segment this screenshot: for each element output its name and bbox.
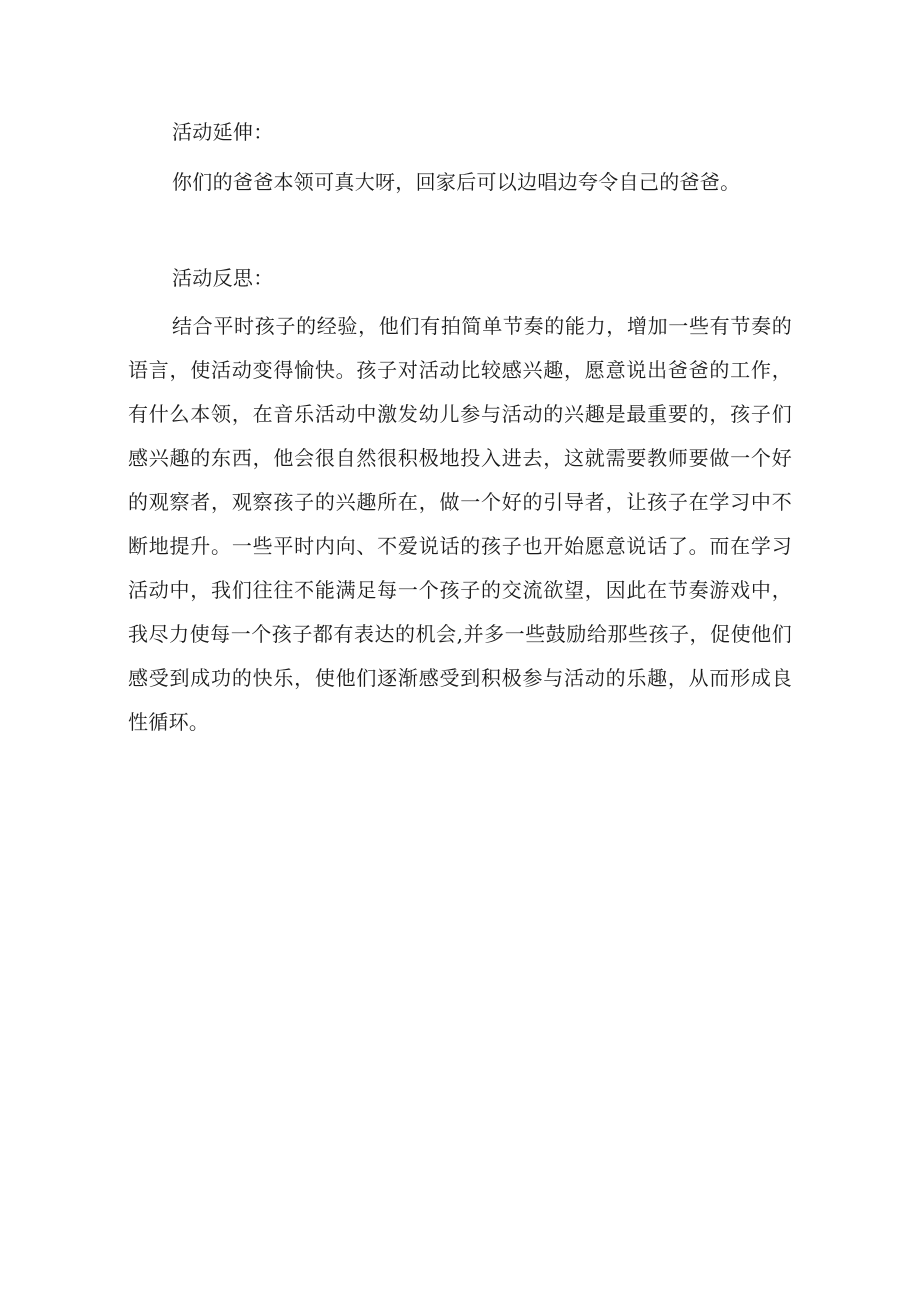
section-heading-extension: 活动延伸： bbox=[172, 120, 274, 144]
paragraph-extension: 你们的爸爸本领可真大呀，回家后可以边唱边夸令自己的爸爸。 bbox=[172, 170, 741, 194]
section-heading-reflection: 活动反思： bbox=[172, 266, 274, 290]
paragraph-reflection: 结合平时孩子的经验，他们有拍简单节奏的能力，增加一些有节奏的语言，使活动变得愉快。孩子对活动比较感兴趣，愿意说出爸爸的工作，有什么本领，在音乐活动中激发幼儿参与活动的兴趣是最重要的，孩子们感兴趣的东西，他会很自然很积极地投入进去，这就需要教师要做一个好的观察者，观察孩子的兴趣所在，做一个好的引导者，让孩子在学习中不断地提升。一些平时内向、不爱说话的孩子也开始愿意说话了。而在学习活动中，我们往往不能满足每一个孩子的交流欲望，因此在节奏游戏中，我尽力使每一个孩子都有表达的机会,并多一些鼓励给那些孩子，促使他们感受到成功的快乐，使他们逐渐感受到积极参与活动的乐趣，从而形成良性循环。 bbox=[128, 314, 792, 734]
